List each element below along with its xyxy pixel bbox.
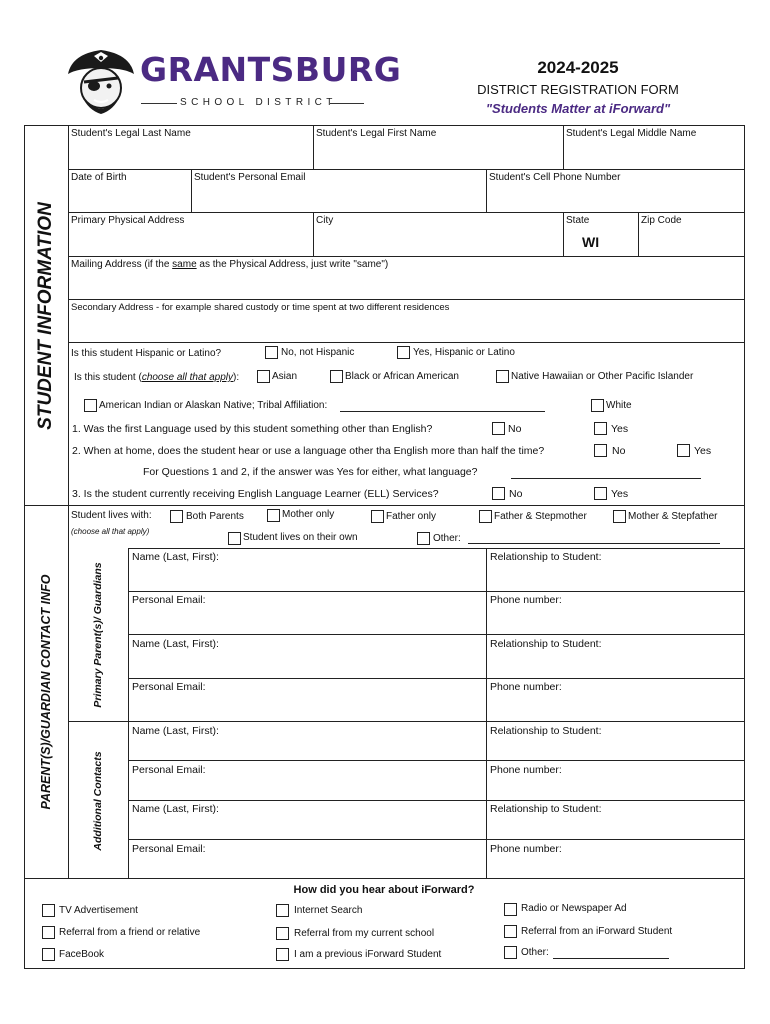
lives-mother-checkbox[interactable]: [267, 509, 280, 522]
guardian-1-relationship-label: Relationship to Student:: [490, 551, 602, 563]
hear-previous-checkbox[interactable]: [276, 948, 289, 961]
hear-other-label: Other:: [521, 947, 549, 958]
race-hawaiian-label: Native Hawaiian or Other Pacific Islander: [511, 371, 694, 382]
question-2: 2. When at home, does the student hear or use a language other tha English more than half the time?: [72, 445, 545, 457]
first-name-label: Student's Legal First Name: [316, 128, 437, 139]
q3-no-label: No: [509, 488, 523, 500]
lives-other-label: Other:: [433, 533, 461, 544]
race-white-label: White: [606, 400, 632, 411]
student-email-label: Student's Personal Email: [194, 172, 306, 183]
contact-2-email-label: Personal Email:: [132, 843, 206, 855]
logo-name: GRANTSBURG: [140, 50, 402, 89]
school-year: 2024-2025: [537, 58, 619, 77]
lives-other-checkbox[interactable]: [417, 532, 430, 545]
lives-with-label: Student lives with:: [71, 510, 152, 521]
language-field[interactable]: [511, 478, 701, 479]
contact-2-name-label: Name (Last, First):: [132, 803, 219, 815]
contact-2-relationship-label: Relationship to Student:: [490, 803, 602, 815]
hear-student-label: Referral from an iForward Student: [521, 926, 673, 937]
question-3: 3. Is the student currently receiving English Language Learner (ELL) Services?: [72, 488, 439, 500]
hear-friend-label: Referral from a friend or relative: [59, 927, 201, 938]
primary-guardians-title: Primary Parent(s)/ Guardians: [92, 562, 104, 708]
guardian-2-email-label: Personal Email:: [132, 681, 206, 693]
q1-yes-label: Yes: [611, 423, 629, 435]
contact-1-phone-label: Phone number:: [490, 764, 562, 776]
lives-father-label: Father only: [386, 511, 437, 522]
q2-no-label: No: [612, 445, 626, 457]
cell-phone-label: Student's Cell Phone Number: [489, 172, 621, 183]
city-label: City: [316, 215, 334, 226]
race-question: Is this student (choose all that apply):: [74, 372, 240, 383]
lives-both-parents-label: Both Parents: [186, 511, 244, 522]
hear-school-label: Referral from my current school: [294, 928, 435, 939]
state-label: State: [566, 215, 590, 226]
contact-1-name-label: Name (Last, First):: [132, 725, 219, 737]
guardian-1-name-label: Name (Last, First):: [132, 551, 219, 563]
hear-facebook-checkbox[interactable]: [42, 948, 55, 961]
form-tagline: "Students Matter at iForward": [485, 101, 671, 116]
race-asian-checkbox[interactable]: [257, 370, 270, 383]
race-native-checkbox[interactable]: [84, 399, 97, 412]
hear-about-title: How did you hear about iForward?: [293, 884, 475, 896]
address-label: Primary Physical Address: [71, 215, 185, 226]
hispanic-question: Is this student Hispanic or Latino?: [71, 348, 222, 359]
mailing-address-label: Mailing Address (if the same as the Physical Address, just write "same"): [71, 259, 389, 270]
hear-radio-checkbox[interactable]: [504, 903, 517, 916]
contact-2-phone-label: Phone number:: [490, 843, 562, 855]
hear-friend-checkbox[interactable]: [42, 926, 55, 939]
guardian-2-relationship-label: Relationship to Student:: [490, 638, 602, 650]
zip-label: Zip Code: [641, 215, 682, 226]
hear-student-checkbox[interactable]: [504, 925, 517, 938]
q3-yes-checkbox[interactable]: [594, 487, 607, 500]
additional-contacts-title: Additional Contacts: [92, 751, 104, 851]
parent-section-title: PARENT(S)/GUARDIAN CONTACT INFO: [39, 574, 53, 810]
guardian-2-name-label: Name (Last, First):: [132, 638, 219, 650]
hear-internet-checkbox[interactable]: [276, 904, 289, 917]
lives-other-field[interactable]: [468, 543, 720, 544]
q3-yes-label: Yes: [611, 488, 629, 500]
hear-tv-label: TV Advertisement: [59, 905, 138, 916]
language-followup: For Questions 1 and 2, if the answer was Yes for either, what language?: [143, 466, 478, 478]
hear-facebook-label: FaceBook: [59, 949, 105, 960]
lives-both-parents-checkbox[interactable]: [170, 510, 183, 523]
lives-father-stepmother-checkbox[interactable]: [479, 510, 492, 523]
hear-tv-checkbox[interactable]: [42, 904, 55, 917]
guardian-1-phone-label: Phone number:: [490, 594, 562, 606]
lives-father-checkbox[interactable]: [371, 510, 384, 523]
state-value: WI: [582, 234, 600, 250]
middle-name-label: Student's Legal Middle Name: [566, 128, 697, 139]
guardian-1-email-label: Personal Email:: [132, 594, 206, 606]
secondary-address-label: Secondary Address - for example shared custody or time spent at two different residences: [71, 302, 450, 313]
hear-internet-label: Internet Search: [294, 905, 363, 916]
q1-yes-checkbox[interactable]: [594, 422, 607, 435]
race-black-checkbox[interactable]: [330, 370, 343, 383]
lives-own-checkbox[interactable]: [228, 532, 241, 545]
hear-other-field[interactable]: [553, 958, 669, 959]
hispanic-no-checkbox[interactable]: [265, 346, 278, 359]
hispanic-yes-label: Yes, Hispanic or Latino: [413, 347, 515, 358]
choose-all-note: (choose all that apply): [71, 527, 150, 536]
q2-yes-checkbox[interactable]: [677, 444, 690, 457]
q3-no-checkbox[interactable]: [492, 487, 505, 500]
question-1: 1. Was the first Language used by this student something other than English?: [72, 423, 433, 435]
race-hawaiian-checkbox[interactable]: [496, 370, 509, 383]
logo-subtitle: SCHOOL DISTRICT: [180, 97, 337, 108]
q2-yes-label: Yes: [694, 445, 712, 457]
race-native-label: American Indian or Alaskan Native; Tribal Affiliation:: [99, 400, 328, 411]
lives-mother-label: Mother only: [282, 509, 335, 520]
hear-school-checkbox[interactable]: [276, 927, 289, 940]
lives-father-stepmother-label: Father & Stepmother: [494, 511, 587, 522]
q1-no-label: No: [508, 423, 522, 435]
race-black-label: Black or African American: [345, 371, 459, 382]
race-white-checkbox[interactable]: [591, 399, 604, 412]
student-section-title: STUDENT INFORMATION: [35, 202, 56, 430]
hear-previous-label: I am a previous iForward Student: [294, 949, 442, 960]
lives-own-label: Student lives on their own: [243, 532, 358, 543]
pirate-mascot-icon: [64, 44, 138, 122]
form-title: DISTRICT REGISTRATION FORM: [477, 82, 679, 97]
contact-1-relationship-label: Relationship to Student:: [490, 725, 602, 737]
hispanic-no-label: No, not Hispanic: [281, 347, 355, 358]
contact-1-email-label: Personal Email:: [132, 764, 206, 776]
last-name-label: Student's Legal Last Name: [71, 128, 191, 139]
race-asian-label: Asian: [272, 371, 298, 382]
lives-mother-stepfather-checkbox[interactable]: [613, 510, 626, 523]
guardian-2-phone-label: Phone number:: [490, 681, 562, 693]
q2-no-checkbox[interactable]: [594, 444, 607, 457]
lives-mother-stepfather-label: Mother & Stepfather: [628, 511, 718, 522]
q1-no-checkbox[interactable]: [492, 422, 505, 435]
dob-label: Date of Birth: [71, 172, 127, 183]
hispanic-yes-checkbox[interactable]: [397, 346, 410, 359]
tribal-affiliation-field[interactable]: [340, 411, 545, 412]
hear-other-checkbox[interactable]: [504, 946, 517, 959]
hear-radio-label: Radio or Newspaper Ad: [521, 903, 627, 914]
